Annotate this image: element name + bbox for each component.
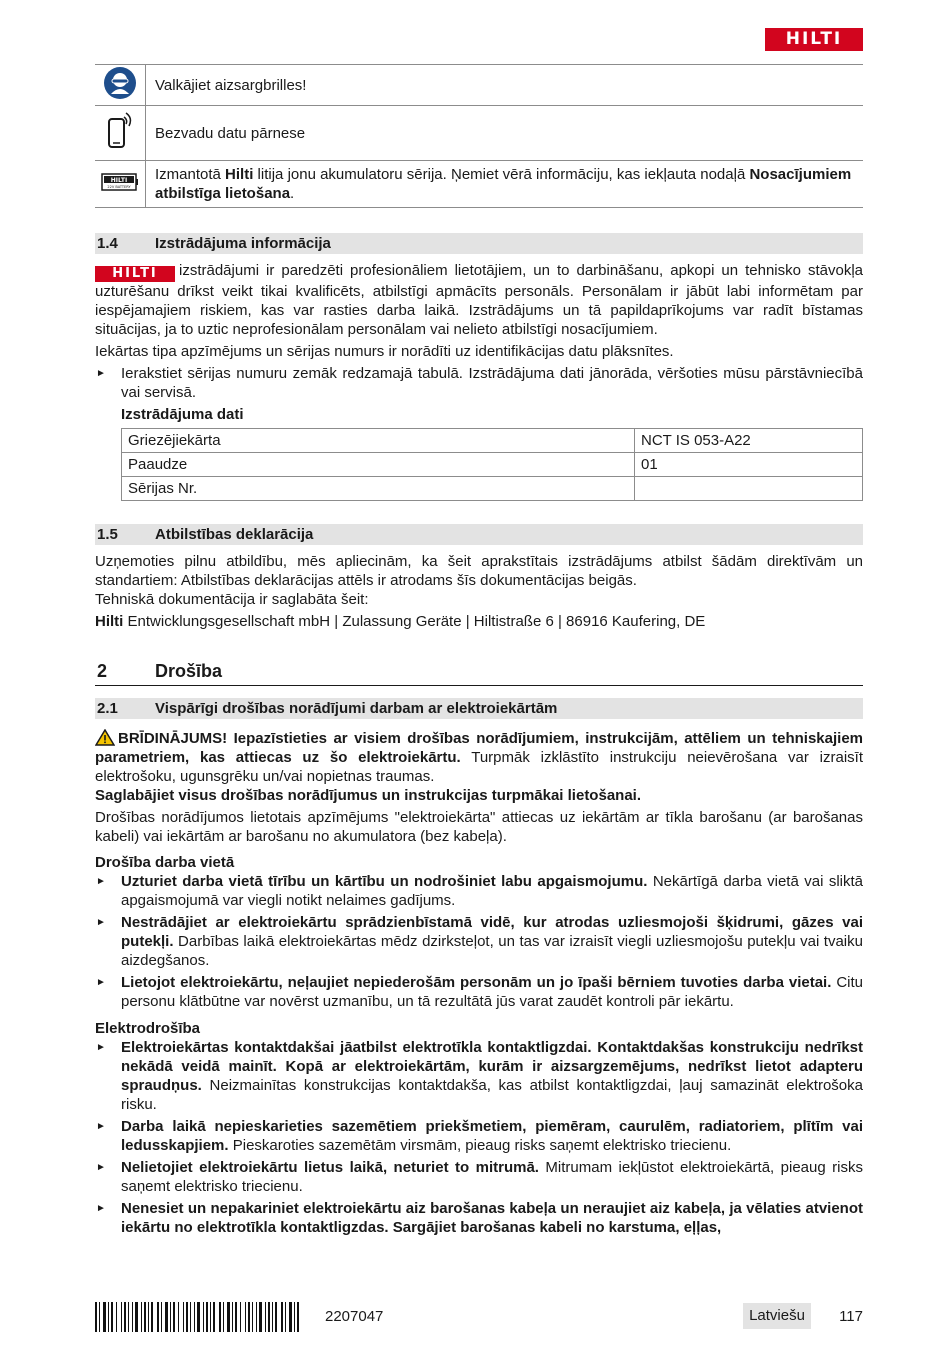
bullet-text: Darbības laikā elektroiekārtas mēdz dzirksteļot, un tas var izraisīt viegli uzliesmojošu putekļu vai tvaiku aizdegšanos. bbox=[121, 933, 863, 969]
table-cell-label: Paaudze bbox=[122, 453, 635, 477]
table-cell-value: 01 bbox=[635, 453, 863, 477]
bullet-text: Pieskaroties sazemētām virsmām, pieaug risks saņemt elektrisko triecienu. bbox=[228, 1137, 732, 1154]
bullet-bold: Darba laikā nepieskarieties sazemētiem priekšmetiem, piemēram, caurulēm, radiatoriem, plītīm vai ledusskapjiem. bbox=[121, 1118, 863, 1154]
text-bold: Hilti bbox=[95, 613, 124, 630]
battery-series-icon bbox=[101, 172, 139, 192]
barcode-bar bbox=[227, 1302, 230, 1332]
chapter-number: 2 bbox=[97, 661, 108, 681]
barcode-bar bbox=[285, 1302, 286, 1332]
section-title: Vispārīgi drošības norādījumi darbam ar elektroiekārtām bbox=[155, 700, 558, 717]
paragraph-text: izstrādājumi ir paredzēti profesionāliem lietotājiem, un to darbināšanu, apkopi un tehnisko stāvokļa uzturēšanu drīkst veikt tikai kvalificēts, atbilstīgi apmācīts personāls. Personālam ir jābūt labi informētam par iespējamajiem riskiem, kas var rasties darba laikā. Izstrādājums un tā papildaprīkojums var radīt bīstamas situācijas, ja to uztic neprofesionālam personālam vai nelieto atbilstīgi nosacījumiem. bbox=[95, 262, 863, 338]
paragraph: Iekārtas tipa apzīmējums un sērijas numurs ir norādīti uz identifikācijas datu plāksnītes. bbox=[95, 343, 674, 360]
section-number: 1.5 bbox=[97, 526, 118, 543]
barcode-bar bbox=[128, 1302, 129, 1332]
barcode-bar bbox=[190, 1302, 191, 1332]
barcode-bar bbox=[186, 1302, 188, 1332]
barcode-bar bbox=[178, 1302, 179, 1332]
bullet-arrow-icon: ► bbox=[96, 917, 106, 928]
section-number: 2.1 bbox=[97, 700, 118, 717]
warning-triangle-icon bbox=[95, 729, 115, 746]
wireless-transfer-icon bbox=[104, 109, 136, 153]
text-bold: Nosacījumiem atbilstīga lietošana bbox=[155, 166, 852, 202]
page-number: 117 bbox=[839, 1308, 863, 1325]
symbols-table bbox=[95, 64, 863, 208]
bullet-bold: Uzturiet darba vietā tīrību un kārtību un nodrošiniet labu apgaismojumu. bbox=[121, 873, 648, 890]
barcode-bar bbox=[213, 1302, 215, 1332]
text-segment: Izmantotā bbox=[155, 166, 226, 183]
work-area-heading: Drošība darba vietā bbox=[95, 854, 235, 871]
barcode-bar bbox=[259, 1302, 262, 1332]
text-bold: Hilti bbox=[225, 166, 254, 183]
barcode-bar bbox=[173, 1302, 175, 1332]
bullet-item bbox=[95, 1038, 863, 1114]
bullet-item bbox=[95, 1158, 863, 1196]
barcode-bar bbox=[275, 1302, 277, 1332]
paragraph bbox=[95, 261, 863, 339]
electrical-safety-heading: Elektrodrošība bbox=[95, 1020, 201, 1037]
barcode-bar bbox=[265, 1302, 266, 1332]
barcode-bar bbox=[268, 1302, 270, 1332]
barcode-bar bbox=[95, 1302, 97, 1332]
hilti-logo: HILTI bbox=[765, 28, 863, 51]
barcode-bar bbox=[135, 1302, 138, 1332]
paragraph-text: Entwicklungsgesellschaft mbH | Zulassung Geräte | Hiltistraße 6 | 86916 Kaufering, DE bbox=[123, 613, 706, 630]
barcode-bar bbox=[141, 1302, 142, 1332]
barcode-bar bbox=[281, 1302, 283, 1332]
section-2-1-heading bbox=[95, 698, 863, 719]
table-cell-value: NCT IS 053-A22 bbox=[635, 429, 863, 453]
barcode-bar bbox=[210, 1302, 211, 1332]
bullet-bold: Elektroiekārtas kontaktdakšai jāatbilst elektrotīkla kontaktligzdai. Kontaktdakšas konstrukciju nedrīkst nekādā veidā mainīt. Kopā ar elektroiekārtām, kurām ir aizsargzemējums, nedrīkst lietot adapteru spraudņus. bbox=[121, 1039, 863, 1094]
bullet-text: Ierakstiet sērijas numuru zemāk redzamajā tabulā. Izstrādājuma dati jānorāda, vēršoties mūsu pārstāvniecībā vai servisā. bbox=[121, 365, 863, 401]
warning-bold-text: BRĪDINĀJUMS! Iepazīstieties ar visiem drošības norādījumiem, instrukcijām, attēliem un tehniskajiem parametriem, kas attiecas uz šo elektroiekārtu. bbox=[95, 730, 863, 766]
paragraph: Drošības norādījumos lietotais apzīmējums "elektroiekārta" attiecas uz iekārtām ar tīkla barošanu (ar barošanas kabeli) vai iekārtām ar barošanu no akumulatora (bez kabeļa). bbox=[95, 809, 863, 845]
barcode-bar bbox=[170, 1302, 171, 1332]
bullet-item bbox=[95, 364, 863, 402]
table-row bbox=[122, 429, 863, 453]
barcode-bar bbox=[183, 1302, 184, 1332]
barcode-bar bbox=[240, 1302, 241, 1332]
barcode-bar bbox=[99, 1302, 100, 1332]
bullet-arrow-icon: ► bbox=[96, 1042, 106, 1053]
bullet-arrow-icon: ► bbox=[96, 1203, 106, 1214]
section-title: Izstrādājuma informācija bbox=[155, 235, 331, 252]
barcode-bar bbox=[194, 1302, 195, 1332]
symbol-row bbox=[95, 65, 863, 106]
bullet-bold: Lietojot elektroiekārtu, neļaujiet nepiederošām personām un jo īpaši bērniem tuvoties darba vietai. bbox=[121, 974, 832, 991]
warning-text: Turpmāk izklāstīto instrukciju neievērošana var izraisīt elektrošoku, ugunsgrēku un/vai nopietnas traumas. bbox=[95, 749, 863, 785]
barcode-bar bbox=[108, 1302, 109, 1332]
barcode-bar bbox=[223, 1302, 224, 1332]
symbol-text bbox=[146, 161, 864, 208]
bullet-item bbox=[95, 913, 863, 970]
paragraph: Tehniskā dokumentācija ir saglabāta šeit: bbox=[95, 591, 369, 608]
barcode-bar bbox=[256, 1302, 257, 1332]
barcode-bar bbox=[111, 1302, 113, 1332]
text-segment: litija jonu akumulatoru sērija. Ņemiet vērā informāciju, kas iekļauta nodaļā bbox=[253, 166, 750, 183]
bullet-bold: Nestrādājiet ar elektroiekārtu sprādzienbīstamā vidē, kur atrodas uzliesmojoši šķidrumi, gāzes vai putekļi. bbox=[121, 914, 863, 950]
barcode-bar bbox=[245, 1302, 246, 1332]
bullet-text: Mitrumam iekļūstot elektroiekārtā, pieaug risks saņemt elektrisko triecienu. bbox=[121, 1159, 863, 1195]
hilti-inline-logo: HILTI bbox=[95, 266, 175, 282]
barcode-bar bbox=[197, 1302, 200, 1332]
barcode-bar bbox=[132, 1302, 133, 1332]
bullet-text: Neizmainītas konstrukcijas kontaktdakša, kas atbilst kontaktligzdai, ļauj samazināt elektrošoka risku. bbox=[121, 1077, 863, 1113]
section-title: Atbilstības deklarācija bbox=[155, 526, 314, 543]
barcode-bar bbox=[289, 1302, 292, 1332]
barcode-bar bbox=[124, 1302, 126, 1332]
symbol-icon-cell bbox=[95, 65, 146, 106]
symbol-icon-cell bbox=[95, 106, 146, 161]
bullet-item bbox=[95, 1117, 863, 1155]
symbol-text: Valkājiet aizsargbrilles! bbox=[146, 65, 864, 106]
barcode-bar bbox=[294, 1302, 295, 1332]
barcode-bar bbox=[157, 1302, 159, 1332]
paragraph: Uzņemoties pilnu atbildību, mēs apliecinām, ka šeit aprakstītais izstrādājums atbilst šādām direktīvām un standartiem: Atbilstības deklarācijas attēls ir atrodams šīs dokumentācijas beigās. bbox=[95, 553, 863, 589]
symbol-text: Bezvadu datu pārnese bbox=[146, 106, 864, 161]
bullet-bold: Nelietojiet elektroiekārtu lietus laikā, neturiet to mitrumā. bbox=[121, 1159, 539, 1176]
section-1-4-heading bbox=[95, 233, 863, 254]
barcode-bar bbox=[148, 1302, 149, 1332]
symbol-row bbox=[95, 161, 863, 208]
table-cell-value bbox=[635, 477, 863, 501]
table-row bbox=[122, 477, 863, 501]
barcode-bar bbox=[121, 1302, 122, 1332]
bullet-item bbox=[95, 1199, 863, 1237]
battery-icon-label: HILTI bbox=[110, 176, 128, 184]
product-data-heading: Izstrādājuma dati bbox=[121, 406, 244, 423]
chapter-2-heading bbox=[95, 659, 863, 686]
language-label: Latviešu bbox=[743, 1303, 811, 1329]
table-row bbox=[122, 453, 863, 477]
safety-glasses-icon bbox=[103, 66, 137, 100]
bullet-bold: Nenesiet un nepakariniet elektroiekārtu aiz barošanas kabeļa un neraujiet aiz kabeļa, ja vēlaties atvienot iekārtu no elektrotīkla kontaktligzdas. Sargājiet barošanas kabeli no karstuma, eļļas, bbox=[121, 1200, 863, 1236]
section-number: 1.4 bbox=[97, 235, 118, 252]
product-data-table bbox=[121, 428, 863, 501]
barcode-bar bbox=[103, 1302, 106, 1332]
page-footer bbox=[95, 1302, 863, 1332]
document-code: 2207047 bbox=[325, 1308, 384, 1325]
barcode-bar bbox=[248, 1302, 250, 1332]
barcode-bar bbox=[235, 1302, 237, 1332]
barcode-bar bbox=[161, 1302, 162, 1332]
bullet-arrow-icon: ► bbox=[96, 977, 106, 988]
table-cell-label: Griezējiekārta bbox=[122, 429, 635, 453]
bullet-item bbox=[95, 872, 863, 910]
page-content bbox=[95, 64, 863, 1237]
barcode-bar bbox=[252, 1302, 253, 1332]
barcode-bar bbox=[165, 1302, 168, 1332]
section-1-5-heading bbox=[95, 524, 863, 545]
barcode-bar bbox=[297, 1302, 299, 1332]
symbol-row bbox=[95, 106, 863, 161]
text-segment: . bbox=[290, 185, 295, 202]
bullet-arrow-icon: ► bbox=[96, 1121, 106, 1132]
bullet-arrow-icon: ► bbox=[96, 876, 106, 887]
table-cell-label: Sērijas Nr. bbox=[122, 477, 635, 501]
paragraph bbox=[95, 612, 863, 631]
barcode-bar bbox=[272, 1302, 273, 1332]
barcode bbox=[95, 1302, 305, 1332]
barcode-bar bbox=[151, 1302, 153, 1332]
bullet-item bbox=[95, 973, 863, 1011]
chapter-title: Drošība bbox=[155, 661, 223, 681]
barcode-bar bbox=[144, 1302, 146, 1332]
symbol-icon-cell bbox=[95, 161, 146, 208]
bullet-text: Nekārtīgā darba vietā vai sliktā apgaismojumā var viegli notikt nelaimes gadījums. bbox=[121, 873, 864, 909]
bullet-arrow-icon: ► bbox=[96, 368, 106, 379]
warning-paragraph bbox=[95, 729, 863, 786]
barcode-bar bbox=[206, 1302, 208, 1332]
battery-icon-sublabel: 22V BATTERY bbox=[107, 184, 131, 189]
barcode-bar bbox=[232, 1302, 233, 1332]
barcode-bar bbox=[219, 1302, 221, 1332]
bullet-text: Citu personu klātbūtne var novērst uzmanību, un tā rezultātā jūs varat zaudēt kontroli pār iekārtu. bbox=[121, 974, 864, 1010]
bullet-arrow-icon: ► bbox=[96, 1162, 106, 1173]
keep-instructions: Saglabājiet visus drošības norādījumus un instrukcijas turpmākai lietošanai. bbox=[95, 787, 641, 804]
barcode-bar bbox=[203, 1302, 204, 1332]
barcode-bar bbox=[116, 1302, 117, 1332]
